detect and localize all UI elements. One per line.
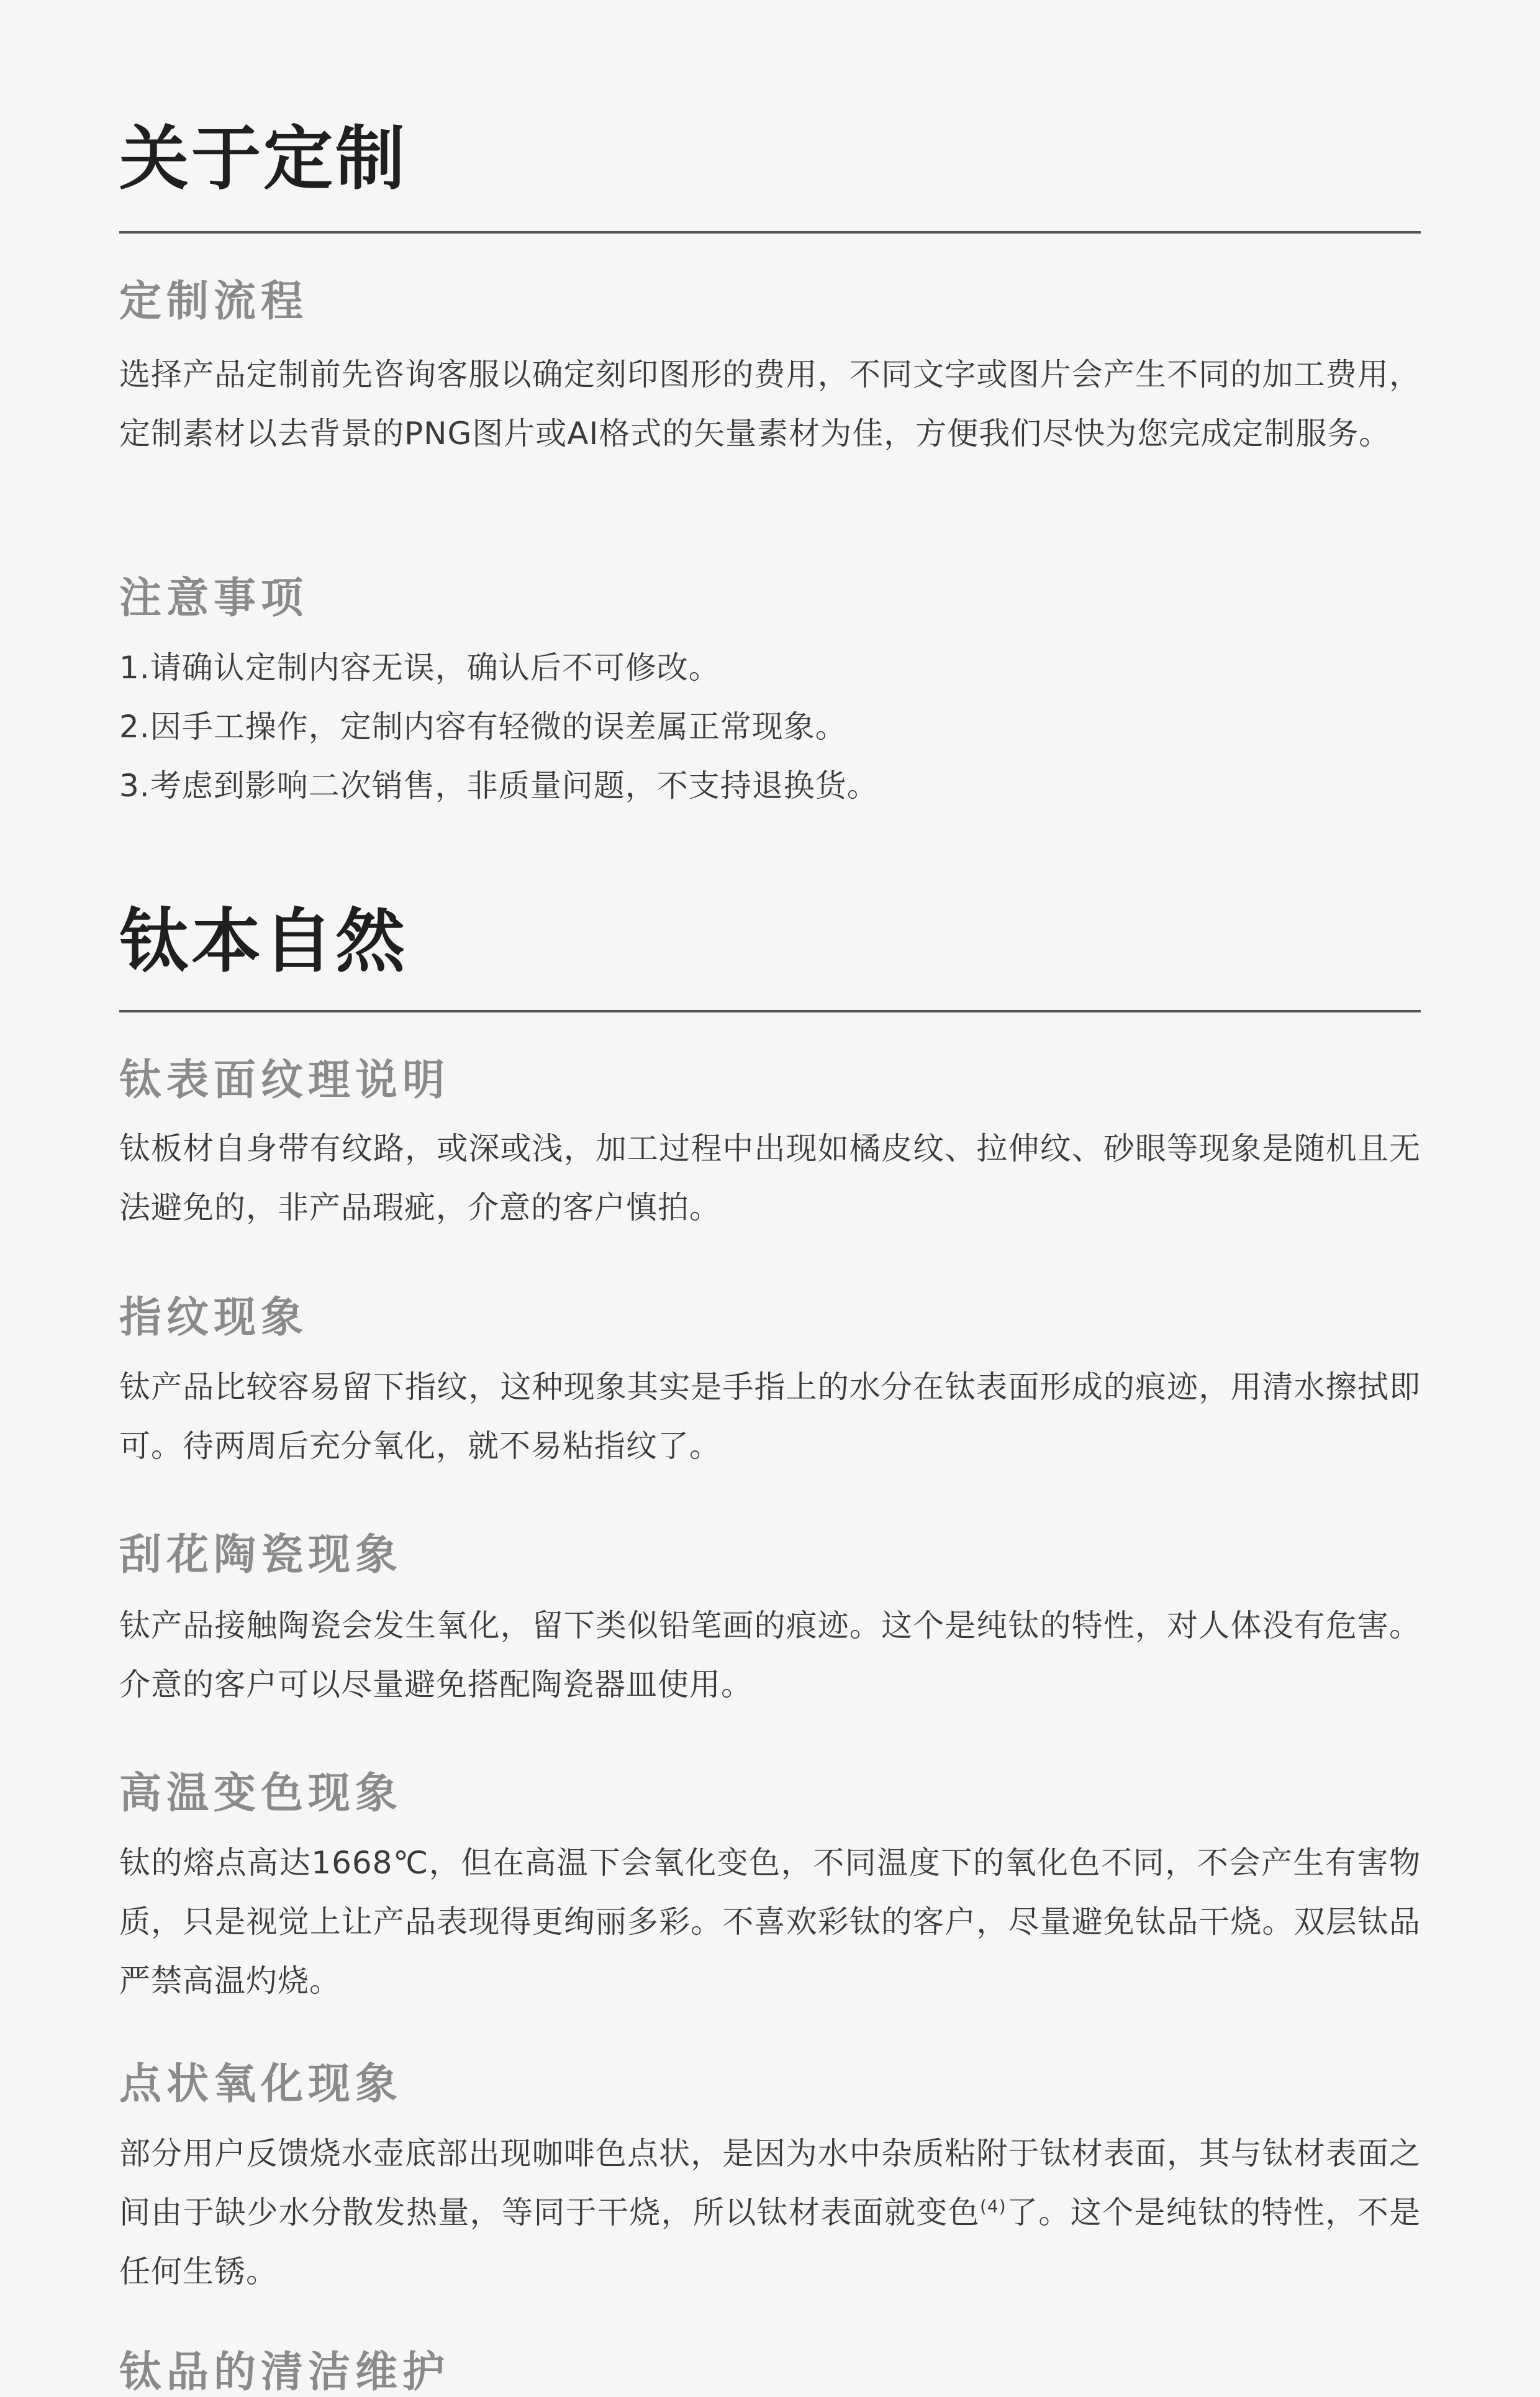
subhead-fingerprint: 指纹现象 (119, 1293, 309, 1342)
note-item: 3.考虑到影响二次销售，非质量问题，不支持退换货。 (119, 768, 879, 804)
paragraph-heat: 钛的熔点高达1668℃，但在高温下会氧化变色，不同温度下的氧化色不同，不会产生有害物质，只是视觉上让产品表现得更绚丽多彩。不喜欢彩钛的客户，尽量避免钛品干烧。双层钛品严禁高温灼烧。 (119, 1845, 1421, 1999)
paragraph-fingerprint: 钛产品比较容易留下指纹，这种现象其实是手指上的水分在钛表面形成的痕迹，用清水擦拭即可。待两周后充分氧化，就不易粘指纹了。 (119, 1369, 1421, 1464)
subhead-cleaning: 钛品的清洁维护 (119, 2348, 450, 2397)
subhead-spots: 点状氧化现象 (119, 2060, 403, 2109)
spots-text-before: 部分用户反馈烧水壶底部出现咖啡色点状，是因为水中杂质粘附于钛材表面，其与钛材表面之间由于缺少水分散发热量，等同于干烧，所以钛材表面就变色 (119, 2135, 1421, 2231)
subhead-heat: 高温变色现象 (119, 1769, 403, 1818)
subhead-custom-process: 定制流程 (119, 277, 309, 326)
note-item: 2.因手工操作，定制内容有轻微的误差属正常现象。 (119, 709, 847, 745)
paragraph-spots (119, 2124, 1421, 2301)
paragraph-custom-process: 选择产品定制前先咨询客服以确定刻印图形的费用，不同文字或图片会产生不同的加工费用，定制素材以去背景的PNG图片或AI格式的矢量素材为佳，方便我们尽快为您完成定制服务。 (119, 357, 1421, 452)
paragraph-ceramic: 钛产品接触陶瓷会发生氧化，留下类似铅笔画的痕迹。这个是纯钛的特性，对人体没有危害。介意的客户可以尽量避免搭配陶瓷器皿使用。 (119, 1608, 1421, 1703)
divider-about-custom (119, 231, 1421, 234)
subhead-texture: 钛表面纹理说明 (119, 1056, 450, 1105)
paragraph-texture: 钛板材自身带有纹路，或深或浅，加工过程中出现如橘皮纹、拉伸纹、砂眼等现象是随机且无法避免的，非产品瑕疵，介意的客户慎拍。 (119, 1130, 1421, 1226)
subhead-ceramic: 刮花陶瓷现象 (119, 1531, 403, 1580)
spots-text-after: 了。这个是纯钛的特性，不是任何生锈。 (119, 2195, 1421, 2290)
divider-titanium-nature (119, 1010, 1421, 1012)
footnote-marker: (4) (980, 2196, 1007, 2217)
note-item: 1.请确认定制内容无误，确认后不可修改。 (119, 650, 720, 686)
notes-list (119, 639, 1421, 816)
section-title-titanium-nature: 钛本自然 (119, 901, 407, 982)
section-title-about-custom: 关于定制 (119, 118, 407, 199)
subhead-notes: 注意事项 (119, 574, 309, 623)
